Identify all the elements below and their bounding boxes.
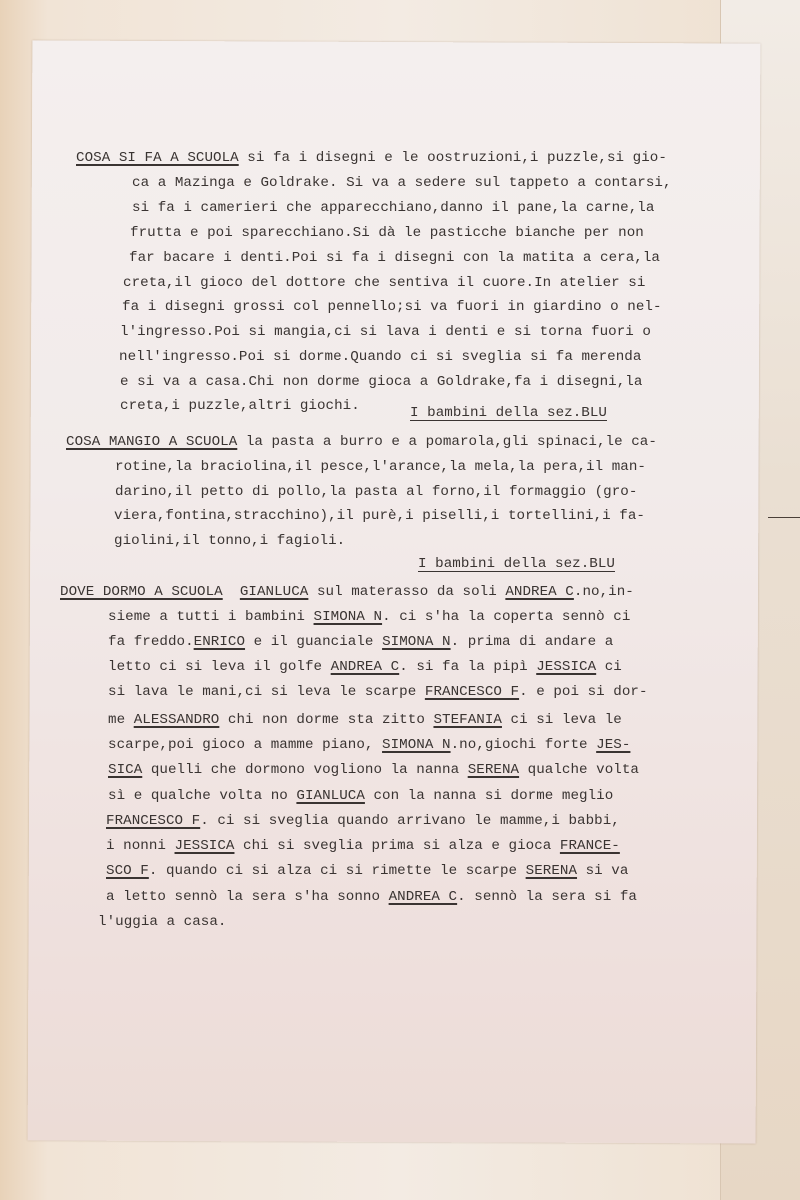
body-line: rotine,la braciolina,il pesce,l'arance,la mela,la pera,il man- [115, 459, 646, 475]
child-name: FRANCESCO F [106, 813, 201, 829]
child-name: FRANCE- [559, 838, 620, 854]
child-name: SIMONA N [313, 609, 383, 625]
body-line: frutta e poi sparecchiano.Si dà le pasticche bianche per non [130, 225, 644, 241]
body-text: sì e qualche volta no [108, 788, 297, 804]
body-line [108, 737, 630, 753]
child-name: SERENA [467, 762, 520, 778]
body-text: con la nanna si dorme meglio [364, 788, 614, 804]
underlying-sheet-mark [768, 517, 800, 518]
body-line: creta,il gioco del dottore che sentiva il cuore.In atelier si [123, 275, 646, 291]
child-name: JESSICA [536, 659, 597, 675]
child-name: JES- [596, 737, 631, 753]
body-line [106, 889, 637, 905]
child-name: SIMONA N [382, 737, 451, 753]
body-text: si va [577, 863, 629, 879]
body-text: quelli che dormono vogliono la nanna [142, 762, 468, 778]
body-text: chi si sveglia prima si alza e gioca [234, 838, 560, 854]
body-line [106, 863, 628, 879]
body-text [223, 584, 634, 600]
child-name: FRANCESCO F [424, 684, 520, 700]
body-line [108, 684, 648, 700]
child-name: SIMONA N [382, 634, 451, 650]
body-text: . prima di andare a [450, 634, 614, 650]
body-line [108, 788, 613, 804]
child-name: SERENA [525, 863, 578, 879]
child-name: ENRICO [193, 634, 246, 650]
section-heading: DOVE DORMO A SCUOLA [60, 584, 223, 600]
body-text: qualche volta [519, 762, 639, 778]
body-text: la pasta a burro e a pomarola,gli spinaci,le ca- [237, 434, 657, 450]
body-text: a letto sennò la sera s'ha sonno [106, 889, 389, 905]
body-line [108, 609, 630, 625]
child-name: ANDREA C [505, 584, 574, 600]
child-name: ANDREA C [330, 659, 400, 675]
child-name: JESSICA [174, 838, 235, 854]
body-line [106, 838, 620, 854]
body-text: letto ci si leva il golfe [108, 659, 331, 675]
body-text: scarpe,poi gioco a mamme piano, [108, 737, 383, 753]
body-text: . quando ci si alza ci si rimette le scarpe [148, 863, 526, 879]
section-heading: COSA SI FA A SCUOLA [76, 150, 239, 166]
body-line [98, 914, 226, 930]
body-line: e si va a casa.Chi non dorme gioca a Goldrake,fa i disegni,la [120, 374, 643, 390]
body-line: fa i disegni grossi col pennello;si va fuori in giardino o nel- [122, 299, 662, 315]
body-line: ca a Mazinga e Goldrake. Si va a sedere sul tappeto a contarsi, [132, 175, 672, 191]
body-line: si fa i camerieri che apparecchiano,danno il pane,la carne,la [132, 200, 655, 216]
body-line [108, 762, 639, 778]
child-name: SICA [108, 762, 143, 778]
child-name: GIANLUCA [239, 584, 309, 600]
child-name: GIANLUCA [296, 788, 365, 804]
body-text: chi non dorme sta zitto [219, 712, 434, 728]
body-text: .no,in- [573, 584, 634, 600]
body-line [106, 813, 620, 829]
body-text: si fa i disegni e le oostruzioni,i puzzle,si gio- [238, 150, 667, 166]
body-text: l'uggia a casa. [98, 914, 227, 930]
body-text: ci si leva le [501, 712, 622, 728]
body-text: . si fa la pipì [399, 659, 537, 675]
body-line: darino,il petto di pollo,la pasta al forno,il formaggio (gro- [115, 484, 638, 500]
child-name: STEFANIA [433, 712, 502, 728]
body-line [108, 712, 622, 728]
body-text: i nonni [106, 838, 175, 854]
body-line: nell'ingresso.Poi si dorme.Quando ci si sveglia si fa merenda [119, 349, 642, 365]
body-line: l'ingresso.Poi si mangia,ci si lava i denti e si torna fuori o [120, 324, 651, 340]
body-text: . e poi si dor- [519, 684, 648, 700]
body-text: si lava le mani,ci si leva le scarpe [108, 684, 425, 700]
body-line: far bacare i denti.Poi si fa i disegni con la matita a cera,la [129, 250, 660, 266]
body-line [108, 659, 622, 675]
body-text: ci [596, 659, 622, 675]
body-text: . ci s'ha la coperta sennò ci [382, 609, 631, 625]
body-text: .no,giochi forte [450, 737, 597, 753]
body-line [108, 634, 613, 650]
section-2-first-line [66, 434, 657, 450]
child-name: SCO F [106, 863, 149, 879]
section-3-first-line [60, 584, 634, 600]
section-signature: I bambini della sez.BLU [410, 405, 607, 421]
body-text [223, 584, 240, 600]
body-line: giolini,il tonno,i fagioli. [114, 533, 346, 549]
body-text: sieme a tutti i bambini [108, 609, 314, 625]
body-line: creta,i puzzle,altri giochi. [120, 398, 360, 414]
body-text: . ci si sveglia quando arrivano le mamme,i babbi, [200, 813, 620, 829]
section-heading: COSA MANGIO A SCUOLA [66, 434, 238, 450]
body-text: fa freddo. [108, 634, 194, 650]
body-line: viera,fontina,stracchino),il purè,i piselli,i tortellini,i fa- [114, 508, 645, 524]
child-name: ANDREA C [388, 889, 458, 905]
body-text: e il guanciale [245, 634, 383, 650]
body-text: . sennò la sera si fa [457, 889, 637, 905]
child-name: ALESSANDRO [133, 712, 220, 728]
section-signature: I bambini della sez.BLU [418, 556, 615, 572]
body-text: sul materasso da soli [308, 584, 506, 600]
body-text: me [108, 712, 134, 728]
section-1-first-line [76, 150, 667, 166]
